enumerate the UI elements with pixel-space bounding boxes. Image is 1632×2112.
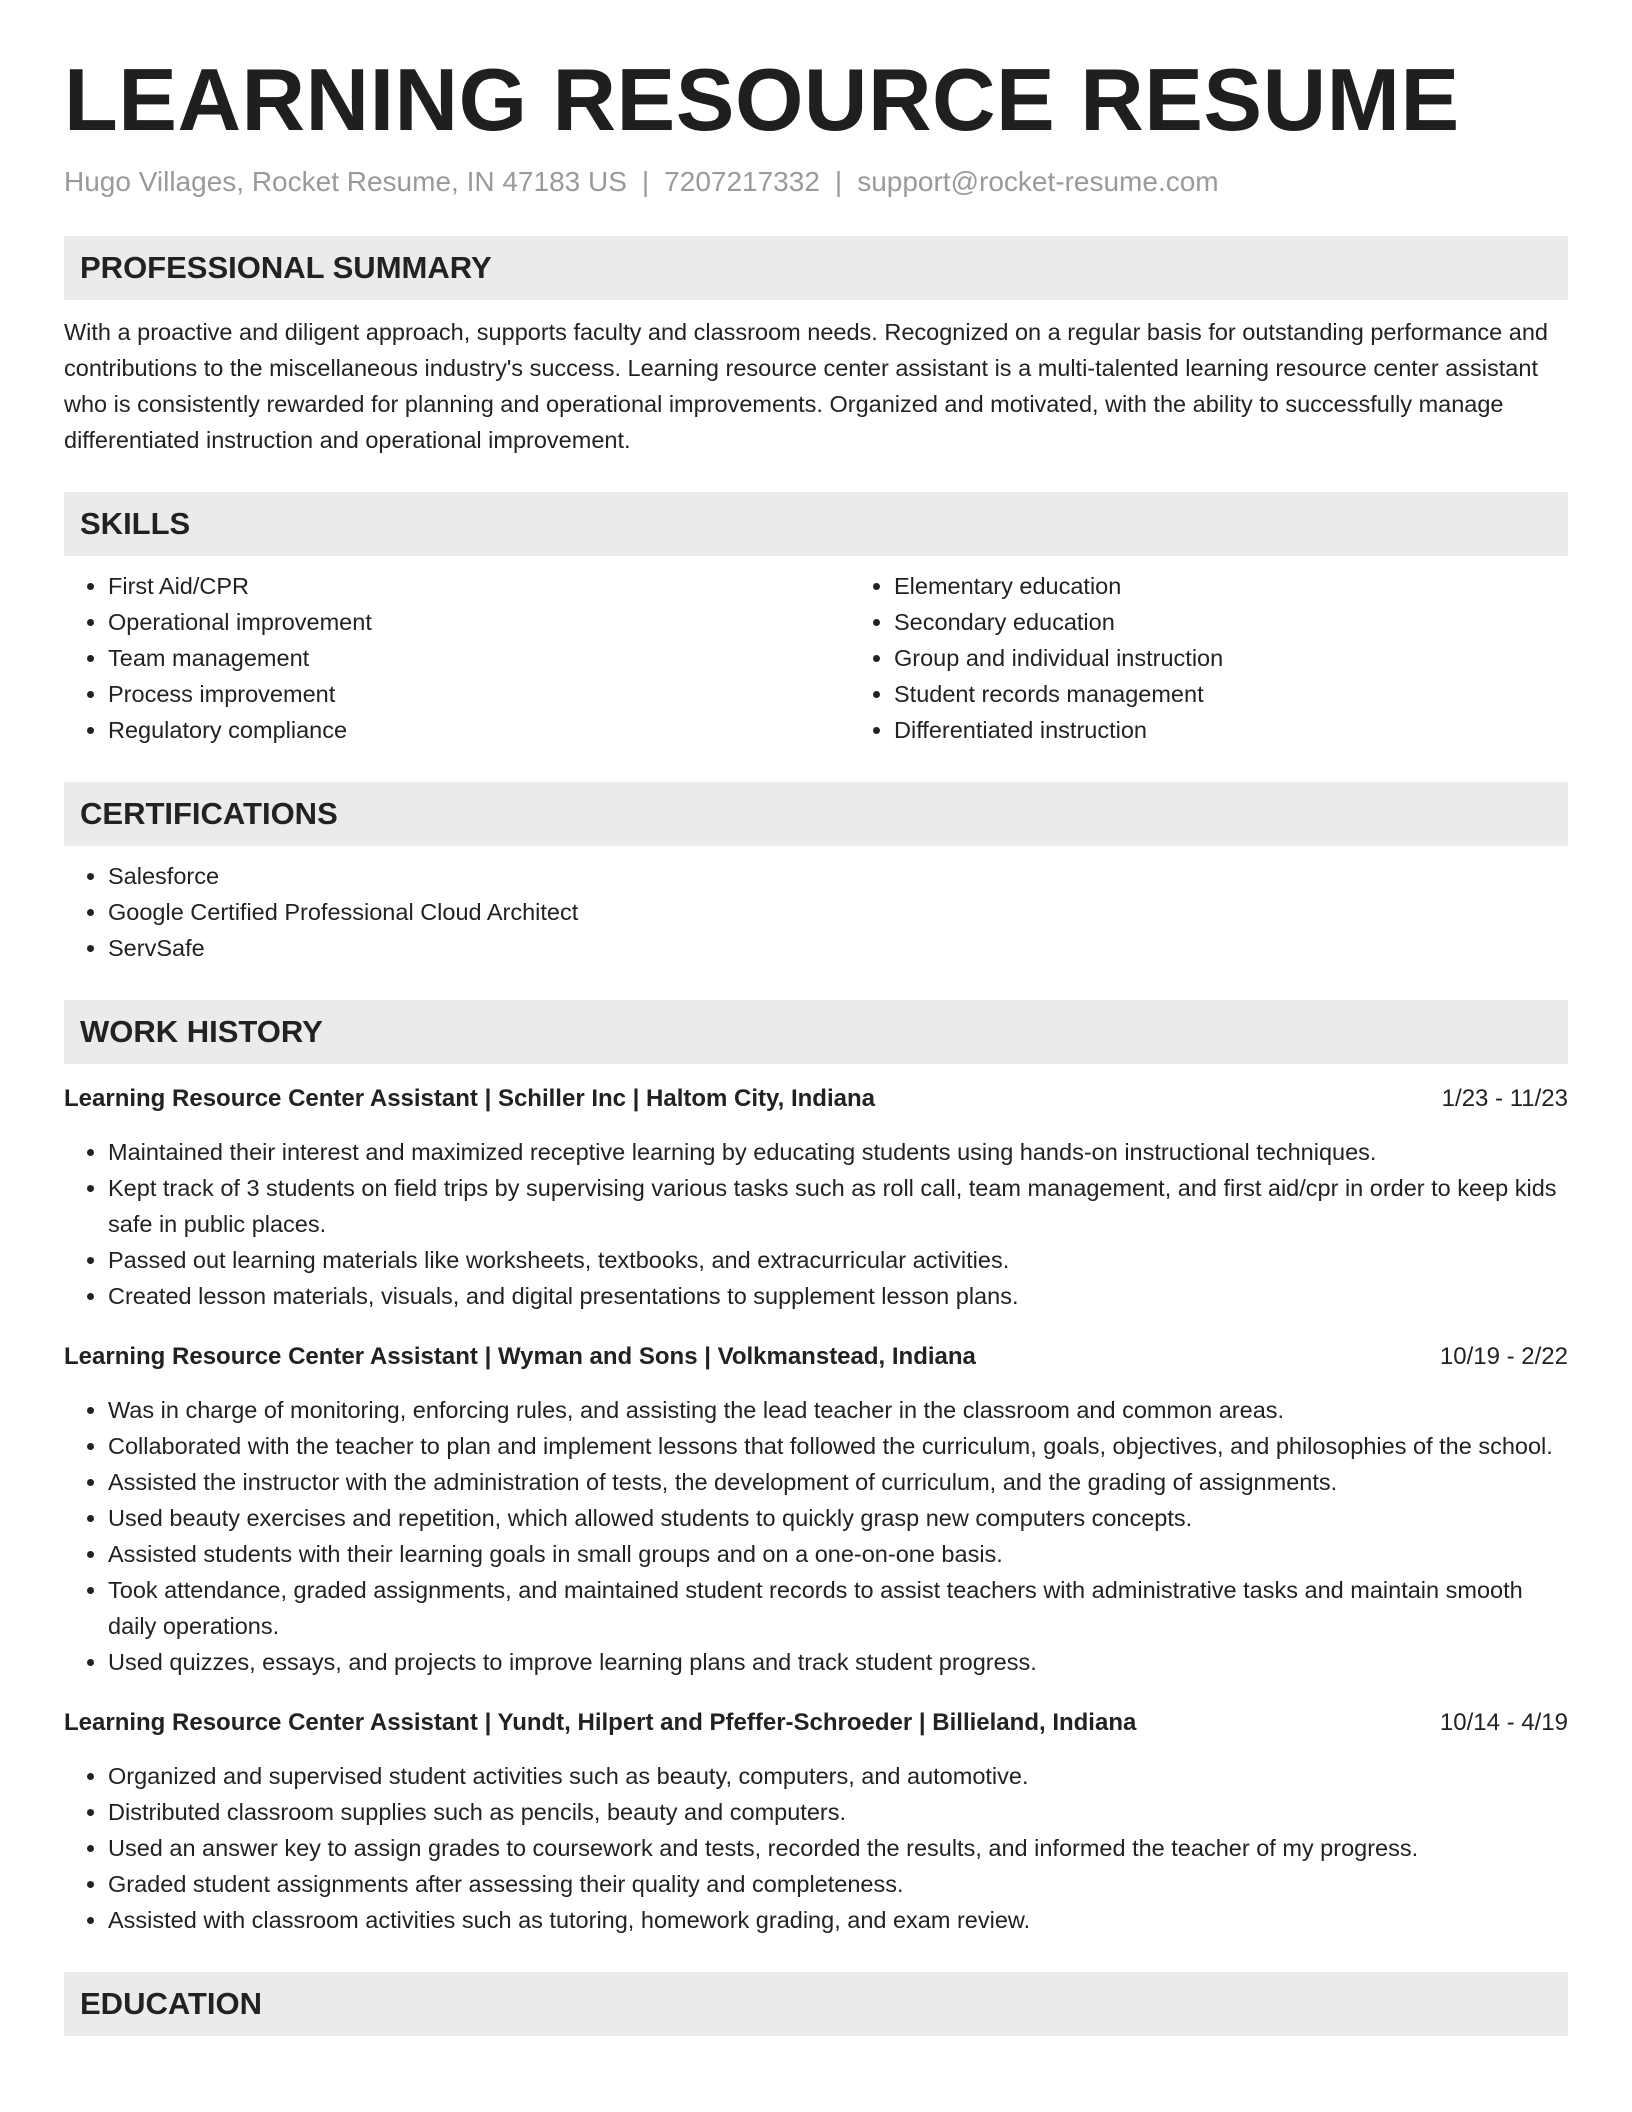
certification-item: • Google Certified Professional Cloud Architect	[108, 894, 1568, 930]
skills-columns	[64, 556, 1568, 748]
skill-item: • Differentiated instruction	[894, 712, 1223, 748]
section-header-education: EDUCATION	[64, 1972, 1568, 2036]
skills-list-right	[850, 568, 1223, 748]
job-bullet: • Graded student assignments after assessing their quality and completeness.	[108, 1866, 1568, 1902]
job-bullets	[64, 1134, 1568, 1314]
resume-title: LEARNING RESOURCE RESUME	[64, 50, 1460, 149]
section-header-certifications: CERTIFICATIONS	[64, 782, 1568, 846]
job-bullet: • Created lesson materials, visuals, and digital presentations to supplement lesson plans.	[108, 1278, 1568, 1314]
job-bullets	[64, 1758, 1568, 1938]
job-bullet: • Distributed classroom supplies such as pencils, beauty and computers.	[108, 1794, 1568, 1830]
job-bullet: • Took attendance, graded assignments, and maintained student records to assist teachers with administrative tasks and maintain smooth daily operations.	[108, 1572, 1568, 1644]
skill-item: • Operational improvement	[108, 604, 850, 640]
job-bullet: • Organized and supervised student activities such as beauty, computers, and automotive.	[108, 1758, 1568, 1794]
section-header-skills: SKILLS	[64, 492, 1568, 556]
job-heading-row	[64, 1706, 1568, 1740]
certification-item: • ServSafe	[108, 930, 1568, 966]
job-bullet: • Kept track of 3 students on field trips by supervising various tasks such as roll call, team management, and first aid/cpr in order to keep kids safe in public places.	[108, 1170, 1568, 1242]
job-bullet: • Assisted students with their learning goals in small groups and on a one-on-one basis.	[108, 1536, 1568, 1572]
job-bullet: • Passed out learning materials like worksheets, textbooks, and extracurricular activities.	[108, 1242, 1568, 1278]
job-bullet: • Was in charge of monitoring, enforcing rules, and assisting the lead teacher in the classroom and common areas.	[108, 1392, 1568, 1428]
job-entry	[64, 1340, 1568, 1680]
skill-item: • Elementary education	[894, 568, 1223, 604]
job-heading-row	[64, 1082, 1568, 1116]
job-dates: 1/23 - 11/23	[1441, 1084, 1568, 1112]
job-dates: 10/14 - 4/19	[1439, 1708, 1568, 1736]
skill-item: • Student records management	[894, 676, 1223, 712]
section-header-work-history: WORK HISTORY	[64, 1000, 1568, 1064]
job-bullet: • Used quizzes, essays, and projects to improve learning plans and track student progress.	[108, 1644, 1568, 1680]
skill-item: • Secondary education	[894, 604, 1223, 640]
job-entry	[64, 1706, 1568, 1938]
contact-separator: |	[641, 165, 650, 197]
skill-item: • First Aid/CPR	[108, 568, 850, 604]
skills-list-left	[64, 568, 850, 748]
section-header-summary: PROFESSIONAL SUMMARY	[64, 236, 1568, 300]
certification-item: • Salesforce	[108, 858, 1568, 894]
certifications-list	[64, 858, 1568, 966]
job-heading: Learning Resource Center Assistant | Schiller Inc | Haltom City, Indiana	[64, 1084, 875, 1112]
skill-item: • Process improvement	[108, 676, 850, 712]
job-bullets	[64, 1392, 1568, 1680]
job-bullet: • Collaborated with the teacher to plan and implement lessons that followed the curriculum, goals, objectives, and philosophies of the school.	[108, 1428, 1568, 1464]
job-bullet: • Assisted with classroom activities such as tutoring, homework grading, and exam review.	[108, 1902, 1568, 1938]
job-heading-row	[64, 1340, 1568, 1374]
job-bullet: • Used beauty exercises and repetition, which allowed students to quickly grasp new computers concepts.	[108, 1500, 1568, 1536]
job-bullet: • Assisted the instructor with the administration of tests, the development of curriculum, and the grading of assignments.	[108, 1464, 1568, 1500]
contact-address: Hugo Villages, Rocket Resume, IN 47183 US	[64, 165, 627, 197]
job-bullet: • Maintained their interest and maximized receptive learning by educating students using hands-on instructional techniques.	[108, 1134, 1568, 1170]
skill-item: • Regulatory compliance	[108, 712, 850, 748]
skill-item: • Group and individual instruction	[894, 640, 1223, 676]
contact-email: support@rocket-resume.com	[857, 165, 1219, 197]
contact-phone: 7207217332	[664, 165, 820, 197]
job-heading: Learning Resource Center Assistant | Yundt, Hilpert and Pfeffer-Schroeder | Billieland, Indiana	[64, 1708, 1137, 1736]
job-dates: 10/19 - 2/22	[1439, 1342, 1568, 1370]
summary-text: With a proactive and diligent approach, supports faculty and classroom needs. Recognized on a regular basis for outstanding performance and contributions to the miscellaneous industry's success. Learning resource center assistant is a multi-talented learning resource center assistant who is consistently rewarded for planning and operational improvements. Organized and motivated, with the ability to successfully manage differentiated instruction and operational improvement.	[64, 318, 1548, 453]
job-entry	[64, 1082, 1568, 1314]
contact-line	[64, 166, 1568, 198]
contact-separator: |	[834, 165, 843, 197]
skill-item: • Team management	[108, 640, 850, 676]
job-heading: Learning Resource Center Assistant | Wyman and Sons | Volkmanstead, Indiana	[64, 1342, 976, 1370]
job-bullet: • Used an answer key to assign grades to coursework and tests, recorded the results, and informed the teacher of my progress.	[108, 1830, 1568, 1866]
